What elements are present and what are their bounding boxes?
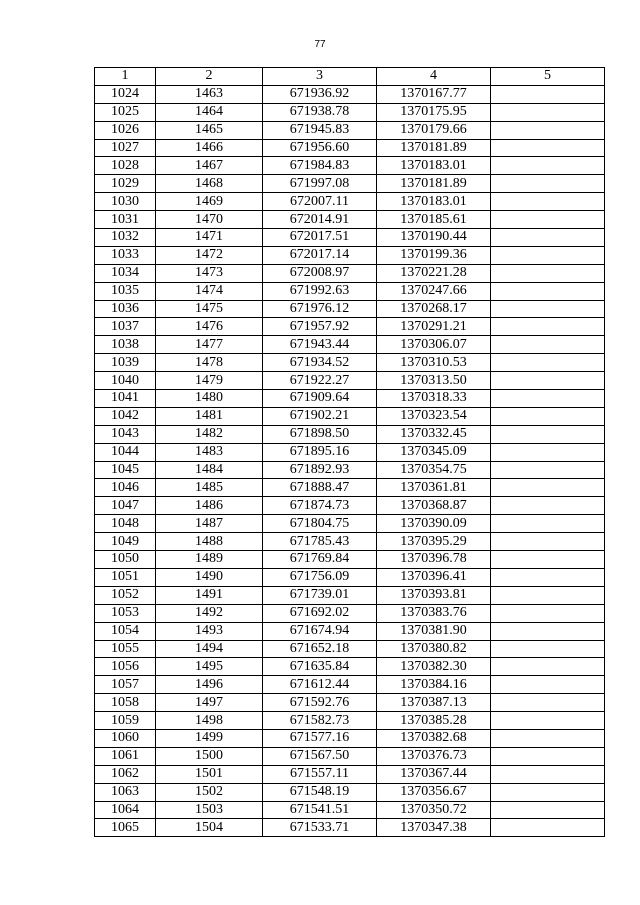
table-cell-col2: 1479 <box>156 372 263 390</box>
table-cell-col3: 671997.08 <box>263 175 377 193</box>
table-cell-col5 <box>491 336 605 354</box>
table-cell-col1: 1042 <box>95 407 156 425</box>
table-row <box>95 157 605 175</box>
table-cell-col4: 1370167.77 <box>377 85 491 103</box>
table-cell-col5 <box>491 139 605 157</box>
table-cell-col1: 1034 <box>95 264 156 282</box>
table-cell-col3: 671652.18 <box>263 640 377 658</box>
table-cell-col4: 1370199.36 <box>377 246 491 264</box>
table-cell-col4: 1370323.54 <box>377 407 491 425</box>
table-cell-col1: 1062 <box>95 765 156 783</box>
table-cell-col4: 1370318.33 <box>377 390 491 408</box>
table-cell-col3: 671888.47 <box>263 479 377 497</box>
page-number: 77 <box>314 39 326 50</box>
table-cell-col2: 1503 <box>156 801 263 819</box>
table-cell-col5 <box>491 193 605 211</box>
table-row <box>95 658 605 676</box>
table-row <box>95 515 605 533</box>
table-cell-col5 <box>491 372 605 390</box>
table-cell-col1: 1044 <box>95 443 156 461</box>
table-cell-col4: 1370332.45 <box>377 425 491 443</box>
table-cell-col1: 1048 <box>95 515 156 533</box>
table-cell-col5 <box>491 443 605 461</box>
table-cell-col2: 1482 <box>156 425 263 443</box>
table-row <box>95 604 605 622</box>
table-cell-col3: 671567.50 <box>263 747 377 765</box>
table-cell-col4: 1370390.09 <box>377 515 491 533</box>
table-cell-col3: 672014.91 <box>263 211 377 229</box>
table-cell-col1: 1055 <box>95 640 156 658</box>
table-cell-col3: 671992.63 <box>263 282 377 300</box>
table-cell-col3: 671739.01 <box>263 586 377 604</box>
table-cell-col5 <box>491 515 605 533</box>
table-cell-col2: 1475 <box>156 300 263 318</box>
table-cell-col4: 1370247.66 <box>377 282 491 300</box>
table-cell-col1: 1064 <box>95 801 156 819</box>
table-cell-col1: 1036 <box>95 300 156 318</box>
table-cell-col2: 1500 <box>156 747 263 765</box>
table-cell-col3: 671922.27 <box>263 372 377 390</box>
table-cell-col4: 1370306.07 <box>377 336 491 354</box>
table-cell-col5 <box>491 551 605 569</box>
column-header-4: 4 <box>377 68 491 86</box>
table-cell-col5 <box>491 211 605 229</box>
table-cell-col1: 1038 <box>95 336 156 354</box>
table-cell-col2: 1481 <box>156 407 263 425</box>
table-row <box>95 175 605 193</box>
table-row <box>95 533 605 551</box>
table-cell-col2: 1491 <box>156 586 263 604</box>
table-row <box>95 640 605 658</box>
table-cell-col2: 1463 <box>156 85 263 103</box>
table-cell-col1: 1027 <box>95 139 156 157</box>
table-cell-col5 <box>491 586 605 604</box>
table-row <box>95 443 605 461</box>
table-cell-col4: 1370183.01 <box>377 193 491 211</box>
table-cell-col5 <box>491 712 605 730</box>
table-row <box>95 729 605 747</box>
table-cell-col2: 1477 <box>156 336 263 354</box>
table-cell-col1: 1059 <box>95 712 156 730</box>
table-cell-col1: 1053 <box>95 604 156 622</box>
table-cell-col1: 1049 <box>95 533 156 551</box>
table-cell-col4: 1370396.78 <box>377 551 491 569</box>
table-cell-col4: 1370381.90 <box>377 622 491 640</box>
table-cell-col4: 1370291.21 <box>377 318 491 336</box>
table-cell-col5 <box>491 765 605 783</box>
table-cell-col1: 1024 <box>95 85 156 103</box>
table-cell-col5 <box>491 425 605 443</box>
table-cell-col2: 1488 <box>156 533 263 551</box>
table-cell-col2: 1490 <box>156 568 263 586</box>
table-row <box>95 211 605 229</box>
table-row <box>95 336 605 354</box>
table-cell-col3: 671945.83 <box>263 121 377 139</box>
table-cell-col5 <box>491 461 605 479</box>
table-cell-col5 <box>491 103 605 121</box>
table-cell-col1: 1061 <box>95 747 156 765</box>
table-row <box>95 121 605 139</box>
table-cell-col4: 1370356.67 <box>377 783 491 801</box>
table-cell-col2: 1501 <box>156 765 263 783</box>
table-row <box>95 229 605 247</box>
table-cell-col3: 672007.11 <box>263 193 377 211</box>
table-cell-col3: 671936.92 <box>263 85 377 103</box>
table-cell-col4: 1370361.81 <box>377 479 491 497</box>
table-cell-col5 <box>491 676 605 694</box>
coordinates-table <box>94 67 605 837</box>
table-cell-col5 <box>491 533 605 551</box>
table-cell-col3: 671577.16 <box>263 729 377 747</box>
table-cell-col1: 1047 <box>95 497 156 515</box>
table-cell-col3: 671557.11 <box>263 765 377 783</box>
table-cell-col3: 671592.76 <box>263 694 377 712</box>
table-cell-col2: 1467 <box>156 157 263 175</box>
table-cell-col4: 1370367.44 <box>377 765 491 783</box>
table-row <box>95 712 605 730</box>
table-row <box>95 407 605 425</box>
table-cell-col3: 671938.78 <box>263 103 377 121</box>
table-cell-col2: 1466 <box>156 139 263 157</box>
table-row <box>95 622 605 640</box>
table-cell-col3: 672017.14 <box>263 246 377 264</box>
table-cell-col1: 1026 <box>95 121 156 139</box>
table-cell-col1: 1037 <box>95 318 156 336</box>
table-cell-col5 <box>491 819 605 837</box>
table-cell-col1: 1060 <box>95 729 156 747</box>
table-cell-col1: 1032 <box>95 229 156 247</box>
table-cell-col2: 1492 <box>156 604 263 622</box>
table-cell-col5 <box>491 568 605 586</box>
table-cell-col4: 1370384.16 <box>377 676 491 694</box>
table-cell-col2: 1494 <box>156 640 263 658</box>
table-row <box>95 318 605 336</box>
table-cell-col4: 1370183.01 <box>377 157 491 175</box>
table-cell-col4: 1370387.13 <box>377 694 491 712</box>
table-cell-col2: 1497 <box>156 694 263 712</box>
table-cell-col3: 671548.19 <box>263 783 377 801</box>
table-row <box>95 282 605 300</box>
table-cell-col5 <box>491 121 605 139</box>
table-cell-col1: 1031 <box>95 211 156 229</box>
table-cell-col1: 1052 <box>95 586 156 604</box>
column-header-3: 3 <box>263 68 377 86</box>
table-cell-col4: 1370345.09 <box>377 443 491 461</box>
table-cell-col5 <box>491 622 605 640</box>
table-cell-col4: 1370181.89 <box>377 175 491 193</box>
table-row <box>95 461 605 479</box>
table-cell-col3: 671909.64 <box>263 390 377 408</box>
table-cell-col2: 1469 <box>156 193 263 211</box>
table-cell-col5 <box>491 747 605 765</box>
table-row <box>95 103 605 121</box>
table-cell-col4: 1370268.17 <box>377 300 491 318</box>
table-cell-col3: 672008.97 <box>263 264 377 282</box>
table-cell-col5 <box>491 229 605 247</box>
table-cell-col5 <box>491 318 605 336</box>
table-cell-col2: 1472 <box>156 246 263 264</box>
table-cell-col5 <box>491 282 605 300</box>
table-cell-col1: 1035 <box>95 282 156 300</box>
table-cell-col2: 1504 <box>156 819 263 837</box>
table-cell-col4: 1370382.30 <box>377 658 491 676</box>
table-cell-col1: 1040 <box>95 372 156 390</box>
column-header-5: 5 <box>491 68 605 86</box>
table-row <box>95 85 605 103</box>
table-cell-col4: 1370175.95 <box>377 103 491 121</box>
table-cell-col2: 1493 <box>156 622 263 640</box>
table-cell-col2: 1471 <box>156 229 263 247</box>
table-cell-col1: 1065 <box>95 819 156 837</box>
table-row <box>95 586 605 604</box>
table-cell-col2: 1465 <box>156 121 263 139</box>
table-cell-col1: 1028 <box>95 157 156 175</box>
table-cell-col5 <box>491 801 605 819</box>
table-cell-col3: 671674.94 <box>263 622 377 640</box>
table-cell-col3: 671898.50 <box>263 425 377 443</box>
table-cell-col2: 1484 <box>156 461 263 479</box>
table-row <box>95 246 605 264</box>
table-cell-col4: 1370382.68 <box>377 729 491 747</box>
table-cell-col3: 671984.83 <box>263 157 377 175</box>
table-row <box>95 747 605 765</box>
table-row <box>95 139 605 157</box>
table-cell-col4: 1370380.82 <box>377 640 491 658</box>
table-cell-col5 <box>491 729 605 747</box>
table-row <box>95 765 605 783</box>
table-cell-col2: 1498 <box>156 712 263 730</box>
table-cell-col3: 671582.73 <box>263 712 377 730</box>
table-cell-col4: 1370395.29 <box>377 533 491 551</box>
table-cell-col1: 1054 <box>95 622 156 640</box>
table-cell-col3: 671892.93 <box>263 461 377 479</box>
table-row <box>95 783 605 801</box>
table-cell-col3: 671902.21 <box>263 407 377 425</box>
table-row <box>95 372 605 390</box>
table-cell-col2: 1483 <box>156 443 263 461</box>
table-cell-col2: 1474 <box>156 282 263 300</box>
table-cell-col3: 671769.84 <box>263 551 377 569</box>
table-cell-col3: 671934.52 <box>263 354 377 372</box>
table-cell-col2: 1495 <box>156 658 263 676</box>
table-cell-col4: 1370347.38 <box>377 819 491 837</box>
table-cell-col3: 671541.51 <box>263 801 377 819</box>
table-cell-col5 <box>491 300 605 318</box>
table-cell-col1: 1058 <box>95 694 156 712</box>
table-cell-col1: 1029 <box>95 175 156 193</box>
table-cell-col5 <box>491 390 605 408</box>
table-row <box>95 676 605 694</box>
table-cell-col5 <box>491 264 605 282</box>
table-row <box>95 568 605 586</box>
table-cell-col2: 1473 <box>156 264 263 282</box>
table-cell-col5 <box>491 497 605 515</box>
table-cell-col3: 671874.73 <box>263 497 377 515</box>
table-cell-col3: 671612.44 <box>263 676 377 694</box>
table-header-row <box>95 68 605 86</box>
table-cell-col3: 671957.92 <box>263 318 377 336</box>
table-cell-col3: 672017.51 <box>263 229 377 247</box>
table-cell-col3: 671756.09 <box>263 568 377 586</box>
table-cell-col3: 671943.44 <box>263 336 377 354</box>
table-cell-col5 <box>491 354 605 372</box>
table-cell-col1: 1045 <box>95 461 156 479</box>
table-row <box>95 390 605 408</box>
table-cell-col4: 1370310.53 <box>377 354 491 372</box>
table-cell-col2: 1470 <box>156 211 263 229</box>
table-row <box>95 425 605 443</box>
table-row <box>95 551 605 569</box>
table-cell-col5 <box>491 175 605 193</box>
table-cell-col2: 1499 <box>156 729 263 747</box>
table-cell-col4: 1370383.76 <box>377 604 491 622</box>
table-cell-col2: 1468 <box>156 175 263 193</box>
table-row <box>95 694 605 712</box>
table-cell-col1: 1046 <box>95 479 156 497</box>
table-cell-col2: 1478 <box>156 354 263 372</box>
table-cell-col3: 671895.16 <box>263 443 377 461</box>
table-row <box>95 193 605 211</box>
table-cell-col5 <box>491 407 605 425</box>
table-cell-col4: 1370350.72 <box>377 801 491 819</box>
table-cell-col4: 1370396.41 <box>377 568 491 586</box>
table-cell-col1: 1041 <box>95 390 156 408</box>
table-cell-col4: 1370181.89 <box>377 139 491 157</box>
column-header-2: 2 <box>156 68 263 86</box>
table-cell-col3: 671976.12 <box>263 300 377 318</box>
table-cell-col4: 1370179.66 <box>377 121 491 139</box>
table-cell-col2: 1486 <box>156 497 263 515</box>
table-row <box>95 479 605 497</box>
table-cell-col5 <box>491 658 605 676</box>
table-cell-col4: 1370385.28 <box>377 712 491 730</box>
table-cell-col1: 1050 <box>95 551 156 569</box>
table-cell-col2: 1464 <box>156 103 263 121</box>
table-cell-col3: 671785.43 <box>263 533 377 551</box>
table-cell-col1: 1025 <box>95 103 156 121</box>
table-cell-col4: 1370313.50 <box>377 372 491 390</box>
table-body <box>95 85 605 836</box>
table-row <box>95 819 605 837</box>
table-cell-col2: 1502 <box>156 783 263 801</box>
table-cell-col1: 1030 <box>95 193 156 211</box>
table-row <box>95 497 605 515</box>
table-cell-col2: 1487 <box>156 515 263 533</box>
table-cell-col2: 1485 <box>156 479 263 497</box>
table-cell-col5 <box>491 640 605 658</box>
table-cell-col2: 1489 <box>156 551 263 569</box>
table-cell-col3: 671692.02 <box>263 604 377 622</box>
table-cell-col4: 1370354.75 <box>377 461 491 479</box>
table-cell-col5 <box>491 157 605 175</box>
table-cell-col5 <box>491 604 605 622</box>
table-cell-col5 <box>491 783 605 801</box>
table-cell-col5 <box>491 694 605 712</box>
table-cell-col4: 1370221.28 <box>377 264 491 282</box>
table-cell-col1: 1033 <box>95 246 156 264</box>
table-cell-col1: 1063 <box>95 783 156 801</box>
table-cell-col5 <box>491 246 605 264</box>
table-cell-col4: 1370376.73 <box>377 747 491 765</box>
table-row <box>95 300 605 318</box>
table-cell-col1: 1043 <box>95 425 156 443</box>
table-cell-col2: 1496 <box>156 676 263 694</box>
table-cell-col3: 671533.71 <box>263 819 377 837</box>
table-cell-col2: 1480 <box>156 390 263 408</box>
column-header-1: 1 <box>95 68 156 86</box>
table-cell-col4: 1370185.61 <box>377 211 491 229</box>
table-cell-col3: 671804.75 <box>263 515 377 533</box>
table-cell-col1: 1056 <box>95 658 156 676</box>
table-cell-col4: 1370393.81 <box>377 586 491 604</box>
table-cell-col3: 671635.84 <box>263 658 377 676</box>
table-row <box>95 264 605 282</box>
table-cell-col4: 1370368.87 <box>377 497 491 515</box>
table-row <box>95 801 605 819</box>
table-cell-col1: 1039 <box>95 354 156 372</box>
table-cell-col5 <box>491 479 605 497</box>
table-cell-col1: 1051 <box>95 568 156 586</box>
table-cell-col3: 671956.60 <box>263 139 377 157</box>
table-cell-col1: 1057 <box>95 676 156 694</box>
table-cell-col5 <box>491 85 605 103</box>
table-row <box>95 354 605 372</box>
table-cell-col2: 1476 <box>156 318 263 336</box>
table-cell-col4: 1370190.44 <box>377 229 491 247</box>
